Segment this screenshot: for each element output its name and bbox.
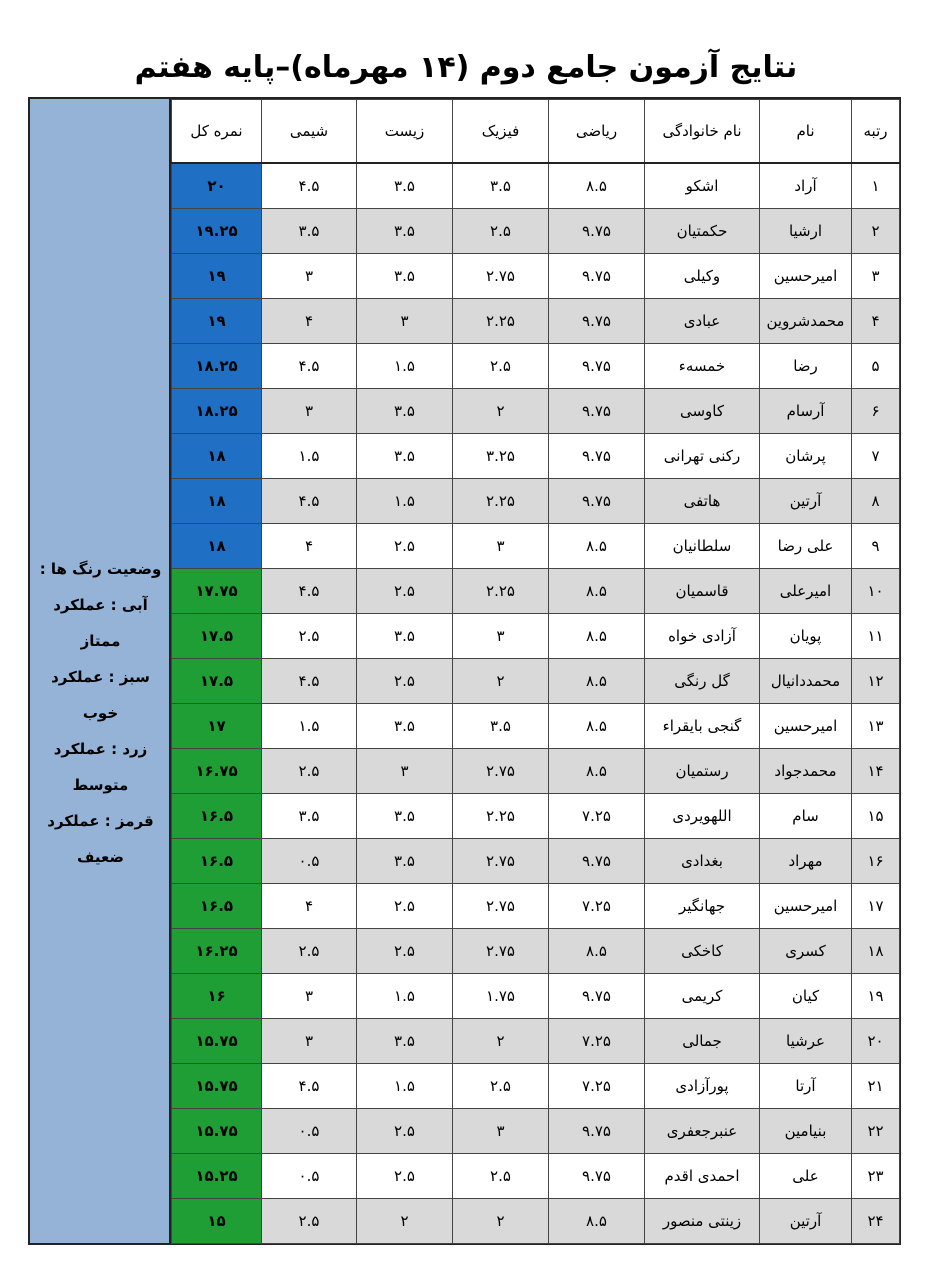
cell-name: آرتین [760, 1199, 852, 1244]
header-physics: فیزیک [453, 100, 549, 164]
cell-family: قاسمیان [645, 569, 760, 614]
cell-total: ۱۶.۵ [172, 884, 262, 929]
cell-name: سام [760, 794, 852, 839]
cell-rank: ۱۴ [852, 749, 900, 794]
cell-chemistry: ۳ [262, 974, 357, 1019]
table-row [172, 794, 900, 839]
cell-biology: ۳.۵ [357, 839, 453, 884]
table-row [172, 974, 900, 1019]
cell-biology: ۲.۵ [357, 569, 453, 614]
cell-family: رکنی تهرانی [645, 434, 760, 479]
cell-physics: ۲.۲۵ [453, 794, 549, 839]
cell-physics: ۲.۵ [453, 1064, 549, 1109]
cell-math: ۷.۲۵ [549, 1064, 645, 1109]
table-row [172, 1199, 900, 1244]
cell-math: ۸.۵ [549, 163, 645, 209]
cell-chemistry: ۳.۵ [262, 209, 357, 254]
cell-name: مهراد [760, 839, 852, 884]
cell-physics: ۳ [453, 1109, 549, 1154]
cell-math: ۸.۵ [549, 749, 645, 794]
cell-total: ۱۶ [172, 974, 262, 1019]
cell-biology: ۳.۵ [357, 254, 453, 299]
cell-name: امیرحسین [760, 704, 852, 749]
cell-total: ۱۹ [172, 254, 262, 299]
cell-math: ۸.۵ [549, 659, 645, 704]
cell-chemistry: ۱.۵ [262, 704, 357, 749]
cell-math: ۹.۷۵ [549, 479, 645, 524]
cell-family: پورآزادی [645, 1064, 760, 1109]
cell-name: محمدجواد [760, 749, 852, 794]
cell-rank: ۸ [852, 479, 900, 524]
cell-biology: ۱.۵ [357, 479, 453, 524]
cell-math: ۸.۵ [549, 614, 645, 659]
cell-name: آرتا [760, 1064, 852, 1109]
header-math: ریاضی [549, 100, 645, 164]
cell-family: خمسه‌ء [645, 344, 760, 389]
cell-name: آراد [760, 163, 852, 209]
cell-total: ۱۸ [172, 479, 262, 524]
cell-math: ۷.۲۵ [549, 794, 645, 839]
cell-math: ۹.۷۵ [549, 1109, 645, 1154]
cell-family: حکمتیان [645, 209, 760, 254]
cell-family: سلطانیان [645, 524, 760, 569]
cell-family: وکیلی [645, 254, 760, 299]
cell-rank: ۱۳ [852, 704, 900, 749]
table-row [172, 1019, 900, 1064]
header-biology: زیست [357, 100, 453, 164]
cell-math: ۷.۲۵ [549, 1019, 645, 1064]
table-row [172, 1064, 900, 1109]
cell-total: ۱۸.۲۵ [172, 389, 262, 434]
cell-physics: ۲.۷۵ [453, 749, 549, 794]
cell-family: جهانگیر [645, 884, 760, 929]
cell-family: کاخکی [645, 929, 760, 974]
cell-name: علی رضا [760, 524, 852, 569]
cell-name: محمددانیال [760, 659, 852, 704]
table-row [172, 614, 900, 659]
cell-chemistry: ۴.۵ [262, 659, 357, 704]
cell-biology: ۳ [357, 749, 453, 794]
cell-total: ۱۸ [172, 524, 262, 569]
cell-total: ۱۵.۷۵ [172, 1109, 262, 1154]
cell-total: ۱۶.۵ [172, 794, 262, 839]
header-rank: رتبه [852, 100, 900, 164]
cell-family: جمالی [645, 1019, 760, 1064]
cell-rank: ۱ [852, 163, 900, 209]
cell-rank: ۱۸ [852, 929, 900, 974]
cell-name: آرسام [760, 389, 852, 434]
table-row [172, 209, 900, 254]
cell-biology: ۳.۵ [357, 794, 453, 839]
cell-biology: ۲.۵ [357, 1154, 453, 1199]
table-row [172, 749, 900, 794]
cell-biology: ۲ [357, 1199, 453, 1244]
cell-total: ۱۵.۷۵ [172, 1019, 262, 1064]
table-row [172, 659, 900, 704]
cell-family: کاوسی [645, 389, 760, 434]
cell-name: امیرحسین [760, 884, 852, 929]
cell-rank: ۹ [852, 524, 900, 569]
cell-family: هاتفی [645, 479, 760, 524]
cell-family: کریمی [645, 974, 760, 1019]
cell-name: علی [760, 1154, 852, 1199]
cell-chemistry: ۰.۵ [262, 1154, 357, 1199]
cell-rank: ۳ [852, 254, 900, 299]
cell-chemistry: ۳ [262, 1019, 357, 1064]
legend-blue: آبی : عملکرد ممتاز [53, 596, 148, 650]
cell-total: ۱۷.۵ [172, 614, 262, 659]
cell-physics: ۳.۵ [453, 704, 549, 749]
legend-heading: وضعیت رنگ ها : [39, 560, 162, 578]
table-header-row [172, 100, 900, 164]
cell-total: ۱۹.۲۵ [172, 209, 262, 254]
cell-chemistry: ۲.۵ [262, 614, 357, 659]
cell-total: ۱۶.۷۵ [172, 749, 262, 794]
cell-rank: ۲ [852, 209, 900, 254]
cell-physics: ۲ [453, 1199, 549, 1244]
header-chemistry: شیمی [262, 100, 357, 164]
cell-physics: ۳.۲۵ [453, 434, 549, 479]
cell-biology: ۲.۵ [357, 884, 453, 929]
cell-physics: ۲ [453, 1019, 549, 1064]
cell-math: ۹.۷۵ [549, 254, 645, 299]
legend-green: سبز : عملکرد خوب [51, 668, 150, 722]
cell-math: ۸.۵ [549, 569, 645, 614]
table-row [172, 479, 900, 524]
header-family: نام خانوادگی [645, 100, 760, 164]
page-title: نتایج آزمون جامع دوم (۱۴ مهرماه)–پایه هفتم [134, 50, 798, 85]
cell-rank: ۵ [852, 344, 900, 389]
cell-total: ۱۷ [172, 704, 262, 749]
header-name: نام [760, 100, 852, 164]
cell-biology: ۱.۵ [357, 974, 453, 1019]
table-row [172, 163, 900, 209]
cell-name: پرشان [760, 434, 852, 479]
cell-biology: ۳ [357, 299, 453, 344]
table-row [172, 389, 900, 434]
cell-physics: ۳.۵ [453, 163, 549, 209]
cell-physics: ۳ [453, 524, 549, 569]
cell-physics: ۲ [453, 659, 549, 704]
cell-physics: ۲.۷۵ [453, 884, 549, 929]
cell-total: ۱۸.۲۵ [172, 344, 262, 389]
cell-family: گنجی بایقراء [645, 704, 760, 749]
cell-total: ۱۵.۷۵ [172, 1064, 262, 1109]
table-row [172, 704, 900, 749]
cell-total: ۱۷.۷۵ [172, 569, 262, 614]
cell-family: عبادی [645, 299, 760, 344]
table-row [172, 299, 900, 344]
cell-family: اللهویردی [645, 794, 760, 839]
cell-physics: ۲.۷۵ [453, 929, 549, 974]
table-row [172, 839, 900, 884]
cell-rank: ۲۱ [852, 1064, 900, 1109]
cell-name: کیان [760, 974, 852, 1019]
cell-total: ۱۸ [172, 434, 262, 479]
cell-name: محمدشروین [760, 299, 852, 344]
cell-chemistry: ۲.۵ [262, 929, 357, 974]
cell-math: ۸.۵ [549, 929, 645, 974]
cell-biology: ۳.۵ [357, 434, 453, 479]
results-frame [28, 97, 901, 1245]
cell-total: ۱۵.۲۵ [172, 1154, 262, 1199]
cell-biology: ۱.۵ [357, 1064, 453, 1109]
cell-chemistry: ۱.۵ [262, 434, 357, 479]
cell-family: احمدی اقدم [645, 1154, 760, 1199]
cell-name: عرشیا [760, 1019, 852, 1064]
cell-biology: ۲.۵ [357, 1109, 453, 1154]
cell-name: ارشیا [760, 209, 852, 254]
cell-biology: ۳.۵ [357, 614, 453, 659]
cell-total: ۱۶.۲۵ [172, 929, 262, 974]
cell-chemistry: ۰.۵ [262, 839, 357, 884]
table-row [172, 1109, 900, 1154]
table-row [172, 434, 900, 479]
results-table [171, 99, 900, 1244]
header-total: نمره کل [172, 100, 262, 164]
cell-total: ۱۶.۵ [172, 839, 262, 884]
cell-chemistry: ۰.۵ [262, 1109, 357, 1154]
cell-rank: ۲۲ [852, 1109, 900, 1154]
table-row [172, 524, 900, 569]
table-row [172, 884, 900, 929]
cell-total: ۲۰ [172, 163, 262, 209]
cell-math: ۹.۷۵ [549, 434, 645, 479]
cell-chemistry: ۴.۵ [262, 344, 357, 389]
cell-rank: ۱۱ [852, 614, 900, 659]
cell-family: رستمیان [645, 749, 760, 794]
cell-biology: ۳.۵ [357, 209, 453, 254]
cell-chemistry: ۴.۵ [262, 163, 357, 209]
cell-chemistry: ۴.۵ [262, 479, 357, 524]
cell-family: آزادی خواه [645, 614, 760, 659]
cell-physics: ۱.۷۵ [453, 974, 549, 1019]
cell-math: ۹.۷۵ [549, 839, 645, 884]
cell-math: ۹.۷۵ [549, 344, 645, 389]
table-row [172, 569, 900, 614]
cell-name: بنیامین [760, 1109, 852, 1154]
cell-math: ۷.۲۵ [549, 884, 645, 929]
cell-biology: ۳.۵ [357, 163, 453, 209]
cell-rank: ۱۲ [852, 659, 900, 704]
cell-physics: ۲.۷۵ [453, 839, 549, 884]
table-body [172, 163, 900, 1244]
cell-biology: ۳.۵ [357, 389, 453, 434]
cell-name: رضا [760, 344, 852, 389]
cell-biology: ۲.۵ [357, 524, 453, 569]
cell-physics: ۲.۵ [453, 344, 549, 389]
cell-math: ۹.۷۵ [549, 209, 645, 254]
cell-rank: ۱۹ [852, 974, 900, 1019]
cell-chemistry: ۳.۵ [262, 794, 357, 839]
cell-chemistry: ۴ [262, 884, 357, 929]
cell-rank: ۴ [852, 299, 900, 344]
cell-math: ۹.۷۵ [549, 1154, 645, 1199]
cell-physics: ۲.۲۵ [453, 479, 549, 524]
cell-rank: ۱۰ [852, 569, 900, 614]
cell-math: ۸.۵ [549, 704, 645, 749]
cell-family: گل رنگی [645, 659, 760, 704]
cell-chemistry: ۴ [262, 524, 357, 569]
cell-name: کسری [760, 929, 852, 974]
cell-biology: ۱.۵ [357, 344, 453, 389]
table-row [172, 254, 900, 299]
cell-rank: ۱۵ [852, 794, 900, 839]
cell-math: ۹.۷۵ [549, 974, 645, 1019]
cell-chemistry: ۳ [262, 389, 357, 434]
legend-yellow: زرد : عملکرد متوسط [53, 740, 148, 794]
cell-total: ۱۷.۵ [172, 659, 262, 704]
cell-total: ۱۹ [172, 299, 262, 344]
cell-name: آرتین [760, 479, 852, 524]
color-legend [30, 551, 171, 875]
table-row [172, 929, 900, 974]
cell-family: عنبرجعفری [645, 1109, 760, 1154]
cell-biology: ۲.۵ [357, 659, 453, 704]
cell-rank: ۱۶ [852, 839, 900, 884]
cell-biology: ۳.۵ [357, 1019, 453, 1064]
legend-panel [30, 99, 171, 1243]
cell-biology: ۳.۵ [357, 704, 453, 749]
legend-red: قرمز : عملکرد ضعیف [47, 812, 154, 866]
cell-chemistry: ۲.۵ [262, 1199, 357, 1244]
cell-family: بغدادی [645, 839, 760, 884]
cell-rank: ۱۷ [852, 884, 900, 929]
cell-math: ۹.۷۵ [549, 299, 645, 344]
cell-family: زینتی منصور [645, 1199, 760, 1244]
cell-math: ۸.۵ [549, 1199, 645, 1244]
cell-math: ۹.۷۵ [549, 389, 645, 434]
cell-physics: ۲.۵ [453, 209, 549, 254]
cell-chemistry: ۲.۵ [262, 749, 357, 794]
cell-name: امیرحسین [760, 254, 852, 299]
cell-chemistry: ۴ [262, 299, 357, 344]
cell-physics: ۲ [453, 389, 549, 434]
cell-biology: ۲.۵ [357, 929, 453, 974]
cell-name: پویان [760, 614, 852, 659]
table-row [172, 1154, 900, 1199]
cell-name: امیرعلی [760, 569, 852, 614]
cell-rank: ۲۰ [852, 1019, 900, 1064]
table-row [172, 344, 900, 389]
cell-chemistry: ۴.۵ [262, 1064, 357, 1109]
cell-rank: ۲۴ [852, 1199, 900, 1244]
cell-rank: ۶ [852, 389, 900, 434]
cell-physics: ۲.۲۵ [453, 569, 549, 614]
cell-rank: ۷ [852, 434, 900, 479]
cell-chemistry: ۳ [262, 254, 357, 299]
cell-family: اشکو [645, 163, 760, 209]
cell-physics: ۲.۷۵ [453, 254, 549, 299]
cell-chemistry: ۴.۵ [262, 569, 357, 614]
cell-physics: ۲.۵ [453, 1154, 549, 1199]
cell-physics: ۲.۲۵ [453, 299, 549, 344]
cell-math: ۸.۵ [549, 524, 645, 569]
cell-physics: ۳ [453, 614, 549, 659]
cell-rank: ۲۳ [852, 1154, 900, 1199]
cell-total: ۱۵ [172, 1199, 262, 1244]
